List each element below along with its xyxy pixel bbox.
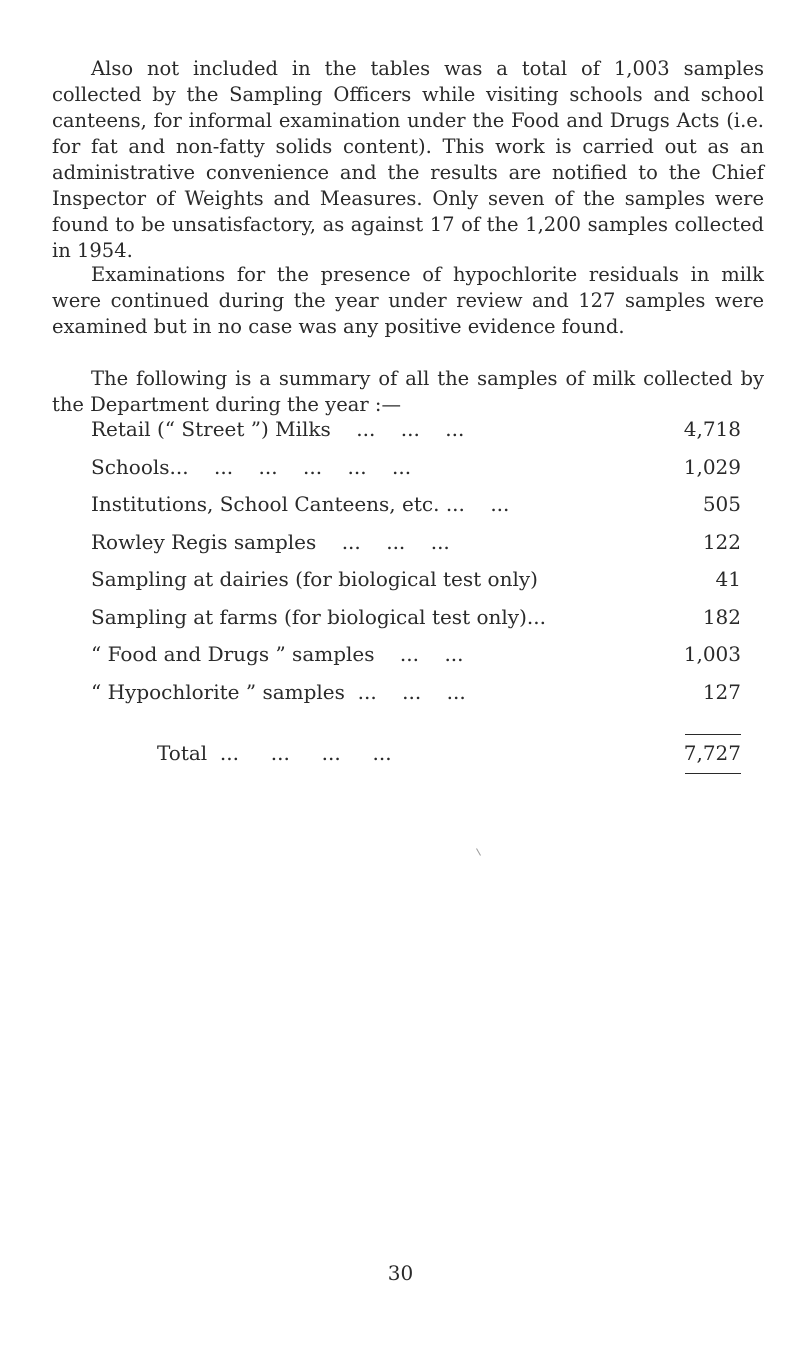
row-value: 4,718 (683, 417, 741, 441)
row-value: 122 (702, 529, 741, 554)
paragraph-text: Examinations for the presence of hypochlorite residuals in milk were continued during the year under review and 127 samples were examined but in no case was any positive evidence found. (52, 263, 764, 338)
table-row (91, 641, 741, 679)
total-label: Total ... ... ... ... (157, 741, 392, 765)
table-row (91, 454, 741, 492)
paragraph-text: Also not included in the tables was a total of 1,003 samples collected by the Sampling Officers while visiting schools and school canteens, for informal examination under the Food and Drugs Acts (i.e. for fat and non-fatty solids content). This work is carried out as an administrative convenience and the results are notified to the Chief Inspector of Weights and Measures. Only seven of the samples were found to be unsatisfactory, as against 17 of the 1,200 samples collected in 1954. (52, 57, 764, 262)
table-row (91, 529, 741, 567)
row-label: Sampling at dairies (for biological test only) (91, 567, 538, 591)
row-label: Retail (“ Street ”) Milks ... ... ... (91, 417, 465, 441)
row-label: “ Food and Drugs ” samples ... ... (91, 642, 464, 666)
table-row (91, 416, 741, 454)
total-rule-top (685, 734, 741, 735)
table-row (91, 679, 741, 717)
stray-mark (476, 848, 481, 855)
row-value: 182 (702, 604, 741, 629)
row-value: 505 (702, 492, 741, 516)
milk-samples-summary-table (91, 416, 741, 765)
row-value: 41 (715, 567, 741, 591)
total-value: 7,727 (683, 741, 741, 765)
table-row (91, 604, 741, 642)
paragraph-summary-intro (52, 366, 764, 418)
total-rule-bottom (685, 773, 741, 774)
row-value: 127 (702, 679, 741, 704)
row-label: “ Hypochlorite ” samples ... ... ... (91, 679, 466, 704)
table-row (91, 491, 741, 529)
row-label: Rowley Regis samples ... ... ... (91, 529, 450, 554)
table-row (91, 566, 741, 604)
row-value: 1,003 (683, 642, 741, 666)
row-value: 1,029 (683, 454, 741, 479)
paragraph-text: The following is a summary of all the samples of milk collected by the Department during the year :— (52, 367, 764, 416)
total-row (91, 740, 741, 770)
page-number: 30 (387, 1261, 414, 1285)
row-label: Institutions, School Canteens, etc. ... ... (91, 492, 510, 516)
row-label: Schools... ... ... ... ... ... (91, 454, 412, 479)
paragraph-hypochlorite-examinations (52, 262, 764, 340)
row-label: Sampling at farms (for biological test only)... (91, 604, 546, 629)
paragraph-food-and-drugs-samples (52, 56, 764, 264)
